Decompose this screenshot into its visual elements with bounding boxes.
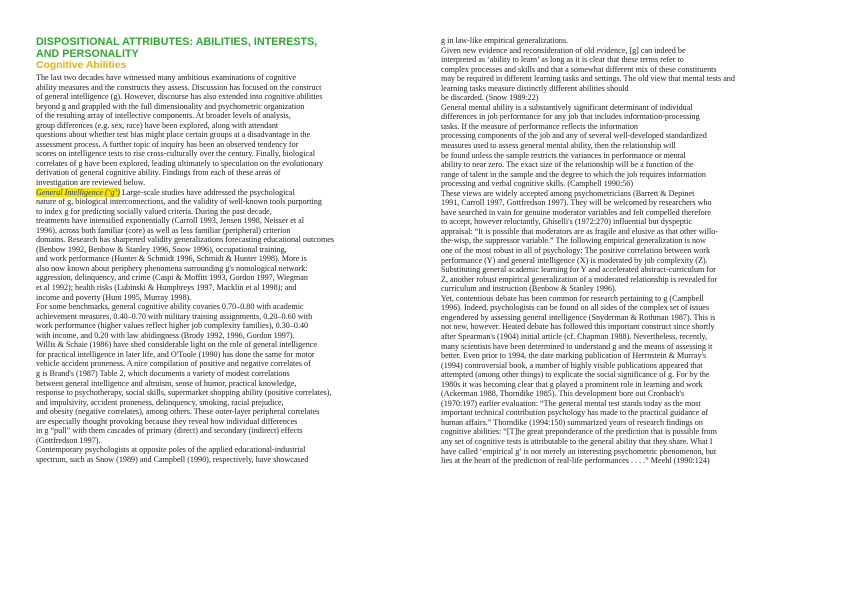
text-line: to index g for predicting socially valued criteria. During the past decade,: [36, 206, 272, 216]
left-column: [36, 36, 420, 464]
text-line: correlates of g have been explored, leading ultimately to speculation on the evolutionary: [36, 158, 324, 168]
section-heading-line-1: DISPOSITIONAL ATTRIBUTES: ABILITIES, INTERESTS,: [36, 36, 318, 48]
text-line: ability to near zero. The exact size of the relationship will be a function of the: [441, 160, 694, 170]
text-line: assessment process. A further topic of inquiry has been an observed tendency for: [36, 139, 299, 149]
text-line: For some benchmarks, general cognitive ability covaries 0.70–0.80 with academic: [36, 302, 304, 312]
text-line: interpreted as ‘ability to learn’ as long as it is clear that these terms refer to: [441, 55, 684, 65]
text-line: and work performance (Hunter & Schmidt 1996, Schmidt & Hunter 1998). More is: [36, 254, 307, 264]
right-column-text: [441, 36, 831, 466]
text-line: domains. Research has sharpened validity generalizations forecasting educational outcomes: [36, 235, 335, 245]
text-line: (Ackerman 1988, Thorndike 1985). This development bore out Cronbach's: [441, 389, 685, 399]
text-line: Z, another robust empirical generalization of a moderated relationship is revealed for: [441, 274, 718, 284]
text-line: ability measures and the constructs they assess. Discussion has focused on the construct: [36, 82, 322, 92]
text-line: engendered by assessing general intelligence (Snyderman & Rothman 1987). This is: [441, 312, 716, 322]
text-line: Yet, contentious debate has been common for research pertaining to g (Campbell: [441, 293, 704, 303]
text-line: Substituting general academic learning for Y and accelerated abstract-curriculum for: [441, 265, 716, 275]
text-line: attempted (among other things) to explicate the social significance of g. For by the: [441, 370, 710, 380]
text-line: (1994) controversial book, a number of highly visible publications appeared that: [441, 360, 703, 370]
text-line: not new, however. Heated debate has followed this important construct since shortly: [441, 322, 715, 332]
text-line: performance (Y) and general intelligence (X) is moderated by job complexity (Z).: [441, 255, 708, 265]
text-line: processing components of the job and any of several well-developed standardized: [441, 131, 707, 141]
text-line: measures used to assess general mental ability, then the relationship will: [441, 141, 676, 151]
text-line: work performance (higher values reflect higher job complexity families), 0.30–0.40: [36, 321, 309, 331]
text-line: complex processes and skills and that a somewhat different mix of these constituents: [441, 64, 717, 74]
text-line: derivation of general cognitive ability. Findings from each of these areas of: [36, 168, 281, 178]
text-line: curriculum and instruction (Benbow & Stanley 1996).: [441, 284, 617, 294]
text-line: 1996). Indeed, psychologists can be found on all sides of the complex set of issues: [441, 303, 710, 313]
text-line: tasks. If the measure of performance reflects the information: [441, 121, 638, 131]
text-line: any set of cognitive tests is attributable to the general ability that they share. What I: [441, 436, 713, 446]
text-line: range of talent in the sample and the degree to which the job requires information: [441, 169, 706, 179]
text-line: nature of g, biological interconnections, and the validity of well-known tools purporting: [36, 197, 322, 207]
text-line: and obesity (negative correlates), among others. These outer-layer peripheral correlates: [36, 407, 320, 417]
text-line: (1970:197) earlier evaluation: “The general mental test stands today as the most: [441, 398, 701, 408]
text-line: Given new evidence and reconsideration of old evidence, [g] can indeed be: [441, 45, 686, 55]
text-line: scores on intelligence tests to rise cross-culturally over the century. Finally, biological: [36, 149, 315, 159]
text-line: et al 1992); health risks (Lubinski & Humphreys 1997, Macklin et al 1998); and: [36, 283, 297, 293]
text-line: investigation are reviewed below.: [36, 178, 146, 188]
text-line: General mental ability is a substantively significant determinant of individual: [441, 102, 693, 112]
subsection-heading: Cognitive Abilities: [36, 60, 127, 71]
text-line: spectrum, such as Snow (1989) and Campbell (1990), respectively, have showcased: [36, 454, 309, 464]
text-line: are especially thought provoking because they reveal how individual differences: [36, 416, 298, 426]
text-line: human affairs.” Thorndike (1994:150) summarized years of research findings on: [441, 417, 703, 427]
text-line: between general intelligence and altruism, sense of humor, practical knowledge,: [36, 378, 297, 388]
text-line: differences in job performance for any job that includes information-processing: [441, 112, 700, 122]
text-line: g in law-like empirical generalizations.: [441, 36, 569, 45]
text-line: lies at the heart of the prediction of real-life performances . . . .” Meehl (1990:124): [441, 456, 710, 466]
highlighted-term: General Intelligence (‘g’): [36, 187, 120, 197]
text-line: (Gottfredson 1997).: [36, 435, 101, 445]
text-line: 1991, Carroll 1997, Gottfredson 1997). They will be welcomed by researchers who: [441, 198, 712, 208]
general-intelligence-line: [36, 188, 420, 198]
text-line: for practical intelligence in later life, and O'Toole (1990) has done the same for motor: [36, 349, 315, 359]
text-line: the-wisp, the suppressor variable.” The following empirical generalization is now: [441, 236, 706, 246]
text-line: after Spearman's (1904) initial article (cf. Chapman 1988). Nevertheless, recently,: [441, 331, 708, 341]
text-line: in g “pull” with them cascades of primary (direct) and secondary (indirect) effects: [36, 426, 303, 436]
highlight-line-rest: Large-scale studies have addressed the psychological: [119, 187, 295, 197]
text-line: be discarded. (Snow 1989:22): [441, 93, 539, 103]
text-line: These views are widely accepted among psychometricians (Barrett & Depinet: [441, 188, 695, 198]
text-line: treatments have intensified exponentially (Carroll 1993, Jensen 1998, Neisser et al: [36, 216, 305, 226]
text-line: also now known about periphery phenomena surrounding g's nomological network:: [36, 263, 308, 273]
text-line: be found unless the sample restricts the variances in performance or mental: [441, 150, 686, 160]
text-line: The last two decades have witnessed many ambitious examinations of cognitive: [36, 73, 296, 82]
text-line: (Benbow 1992, Benbow & Stanley 1996, Snow 1996), occupational training,: [36, 244, 287, 254]
intro-paragraph: [36, 73, 420, 188]
text-line: have searched in vain for genuine moderator variables and felt compelled therefore: [441, 207, 712, 217]
section-heading-line-2: AND PERSONALITY: [36, 48, 139, 60]
text-line: processing and verbal cognitive skills. (Campbell 1990:56): [441, 179, 634, 189]
text-line: beyond g and grappled with the full dimensionality and psychometric organization: [36, 101, 305, 111]
text-line: response to psychotherapy, social skills, supermarket shopping ability (positive correlates),: [36, 388, 332, 398]
text-line: 1996), across both familiar (core) as well as less familiar (peripheral) criterion: [36, 225, 291, 235]
text-line: 1980s it was becoming clear that g played a prominent role in learning and work: [441, 379, 703, 389]
text-line: appraisal: “It is possible that moderators are as fragile and elusive as that other willo-: [441, 226, 719, 236]
text-line: g is Brand's (1987) Table 2, which documents a variety of modest correlations: [36, 368, 290, 378]
text-line: cognitive abilities: “[T]he great preponderance of the prediction that is possible from: [441, 427, 717, 437]
text-line: one of the most robust in all of psychology: The positive correlation between work: [441, 246, 711, 256]
right-column: [441, 36, 831, 466]
text-line: aggression, delinquency, and crime (Caspi & Moffitt 1993, Gordon 1997, Wiegman: [36, 273, 308, 283]
text-line: to accept, however reluctantly, Ghiselli's (1972:270) influential but dyspeptic: [441, 217, 692, 227]
text-line: and impulsivity, accident proneness, delinquency, smoking, racial prejudice,: [36, 397, 284, 407]
text-line: learning tasks measure distinctly different abilities should: [441, 83, 629, 93]
text-line: Willis & Schaie (1986) have shed considerable light on the role of general intelligence: [36, 340, 318, 350]
text-line: have called ‘empirical g’ is not merely an interesting psychometric phenomenon, but: [441, 446, 717, 456]
text-line: vehicle accident proneness. A nice compilation of positive and negative correlates of: [36, 359, 311, 369]
text-line: of the resulting array of intellective components. At broader levels of analysis,: [36, 111, 291, 121]
text-line: important technical contribution psychology has made to the practical guidance of: [441, 408, 709, 418]
text-line: Contemporary psychologists at opposite poles of the applied educational-industrial: [36, 445, 306, 455]
text-line: achievement measures, 0.40–0.70 with military training assignments, 0.20–0.60 with: [36, 311, 313, 321]
general-intelligence-paragraphs: [36, 197, 420, 464]
text-line: questions about whether test bias might place certain groups at a disadvantage in the: [36, 130, 311, 140]
text-line: of general intelligence (g). However, discourse has also extended into cognitive abilities: [36, 92, 323, 102]
text-line: with income, and 0.20 with law abidingness (Brody 1992, 1996, Gordon 1997).: [36, 330, 295, 340]
text-line: may be required in different learning tasks and settings. The old view that mental tests and: [441, 74, 735, 84]
text-line: many scientists have been determined to understand g and the means of assessing it: [441, 341, 713, 351]
text-line: better. Even prior to 1994, the date marking publication of Herrnstein & Murray's: [441, 351, 707, 361]
text-line: group differences (e.g. sex, race) have been explored, along with attendant: [36, 120, 279, 130]
text-line: income and poverty (Hunt 1995, Murray 1998).: [36, 292, 192, 302]
